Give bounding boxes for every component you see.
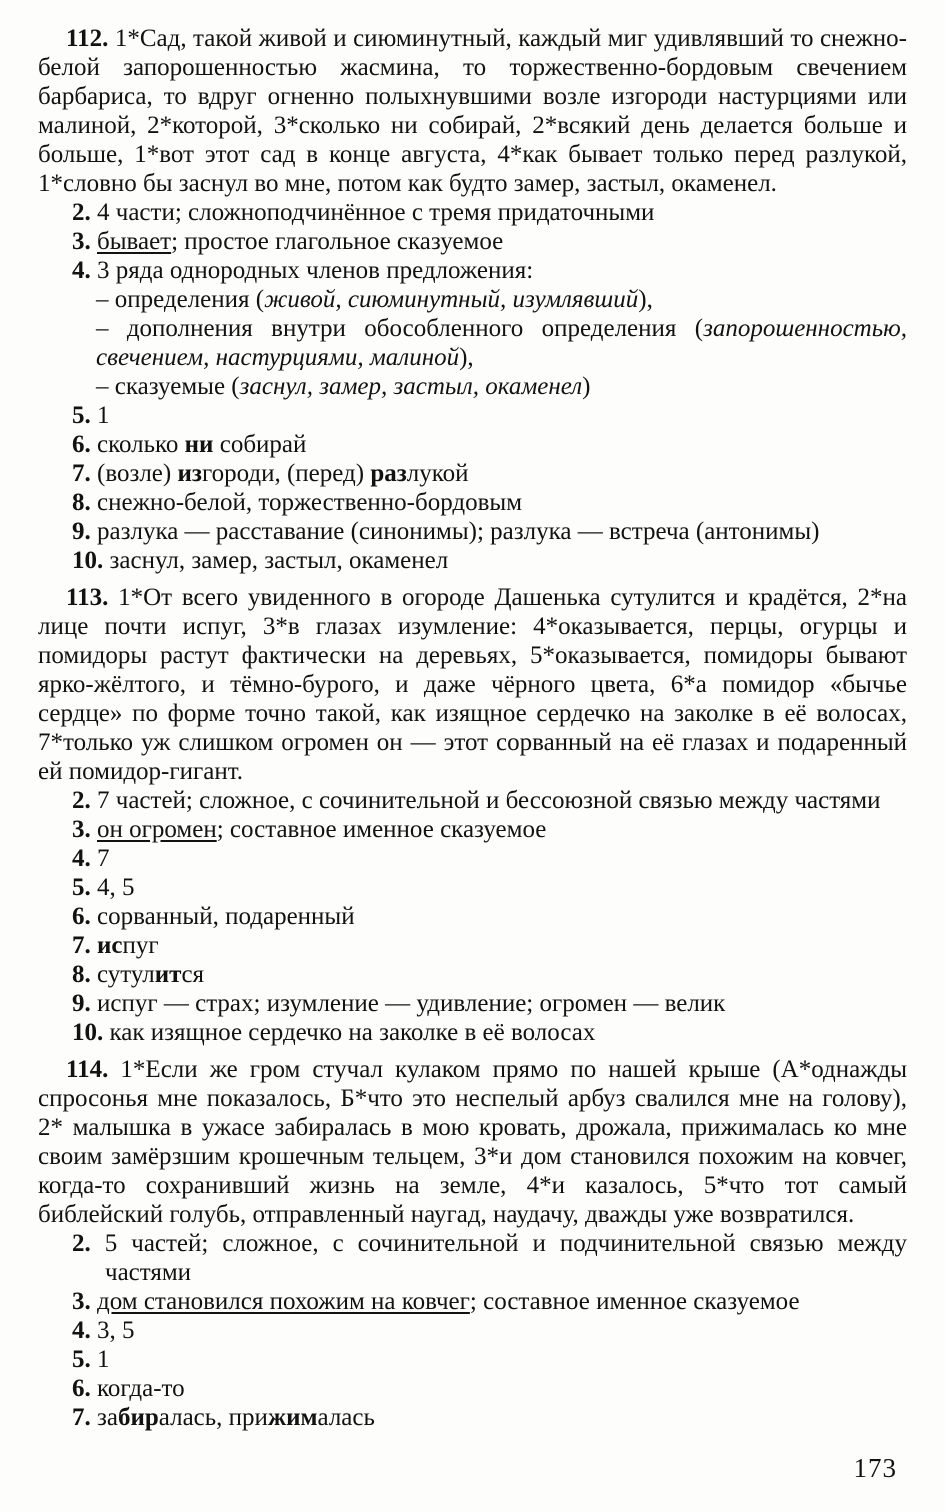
item-number: 9. — [72, 990, 97, 1017]
text-segment: запорошенностью, свечением, настурциями, малиной — [96, 315, 907, 371]
item-number: 4. — [72, 257, 97, 284]
text-segment: бывает — [97, 228, 172, 255]
item-number: 7. — [72, 1404, 97, 1431]
answer-item — [38, 459, 907, 488]
text-segment: ), — [459, 344, 474, 371]
text-segment: ; составное именное сказуемое — [469, 1288, 800, 1315]
text-segment: ит — [154, 961, 182, 988]
text-segment: ; составное именное сказуемое — [216, 816, 547, 843]
answer-item — [38, 1287, 907, 1316]
text-segment: сколько — [97, 431, 185, 458]
text-segment: 3 ряда однородных членов предложения: — [97, 257, 534, 284]
text-segment: пуг — [122, 932, 159, 959]
answer-item — [38, 256, 907, 285]
text-segment: испуг — страх; изумление — удивление; огромен — велик — [97, 990, 726, 1017]
text-segment: лукой — [406, 460, 469, 487]
text-segment: когда-то — [97, 1375, 185, 1402]
answer-subitem — [38, 285, 907, 314]
text-segment: 7 частей; сложное, с сочинительной и бессоюзной связью между частями — [97, 787, 881, 814]
item-number: 3. — [72, 228, 97, 255]
item-number: 8. — [72, 961, 97, 988]
text-segment: – дополнения внутри обособленного определения ( — [96, 315, 704, 342]
text-segment: городи, (перед) — [201, 460, 371, 487]
answer-item — [38, 546, 907, 575]
item-number: 2. — [72, 1230, 105, 1257]
answer-item — [38, 430, 907, 459]
answer-item — [38, 1229, 907, 1287]
item-number: 9. — [72, 518, 97, 545]
text-segment: снежно-белой, торжественно-бордовым — [97, 489, 523, 516]
answer-item — [38, 517, 907, 546]
text-segment: 7 — [97, 845, 110, 872]
text-segment: ), — [638, 286, 653, 313]
text-segment: раз — [370, 460, 407, 487]
item-number: 6. — [72, 903, 97, 930]
text-segment: за — [97, 1404, 118, 1431]
text-segment: – определения ( — [96, 286, 265, 313]
text-segment: алась — [317, 1404, 375, 1431]
item-number: 3. — [72, 1288, 97, 1315]
item-number: 4. — [72, 845, 97, 872]
item-number: 7. — [72, 932, 97, 959]
text-segment: бир — [117, 1404, 159, 1431]
exercise-paragraph — [38, 1055, 907, 1229]
text-segment: ни — [184, 431, 214, 458]
text-segment: живой, сиюминутный, изумлявший — [264, 286, 639, 313]
page-content — [38, 24, 907, 1432]
text-segment: сорванный, подаренный — [97, 903, 355, 930]
answer-item — [38, 960, 907, 989]
text-segment: заснул, замер, застыл, окаменел — [239, 373, 583, 400]
answer-item — [38, 198, 907, 227]
answer-item — [38, 488, 907, 517]
text-segment: из — [177, 460, 202, 487]
answer-item — [38, 227, 907, 256]
answer-item — [38, 931, 907, 960]
text-segment: 1*Сад, такой живой и сиюминутный, каждый миг удивлявший то снежно-белой запорошенностью жасмина, то торжественно-бордовым свечением барбариса, то вдруг огненно полыхнувшими возле изгороди настурциями или малиной, 2*которой, 3*сколько ни собирай, 2*всякий день делается больше и больше, 1*вот этот сад в конце августа, 4*как бывает только перед разлукой, 1*словно бы заснул во мне, потом как будто замер, застыл, окаменел. — [38, 25, 907, 197]
item-number: 7. — [72, 460, 97, 487]
answer-item — [38, 1316, 907, 1345]
text-segment: ис — [97, 932, 123, 959]
item-number: 112. — [66, 25, 115, 52]
page-number: 173 — [853, 1453, 897, 1483]
item-number: 6. — [72, 431, 97, 458]
text-segment: 1 — [97, 1346, 110, 1373]
text-segment: он огромен — [97, 816, 217, 843]
text-segment: сутул — [97, 961, 155, 988]
text-segment: как изящное сердечко на заколке в её волосах — [109, 1019, 596, 1046]
text-segment: заснул, замер, застыл, окаменел — [109, 547, 449, 574]
answer-item — [38, 401, 907, 430]
text-segment: 1 — [97, 402, 110, 429]
text-segment: 3, 5 — [97, 1317, 135, 1344]
item-number: 5. — [72, 874, 97, 901]
exercise-paragraph — [38, 583, 907, 786]
item-number: 10. — [72, 547, 110, 574]
item-number: 4. — [72, 1317, 97, 1344]
item-number: 3. — [72, 816, 97, 843]
exercise-paragraph — [38, 24, 907, 198]
item-number: 6. — [72, 1375, 97, 1402]
text-segment: жим — [267, 1404, 318, 1431]
item-number: 114. — [66, 1056, 121, 1083]
text-segment: 4 части; сложноподчинённое с тремя придаточными — [97, 199, 655, 226]
item-number: 8. — [72, 489, 97, 516]
answer-item — [38, 873, 907, 902]
text-segment: ) — [582, 373, 591, 400]
item-number: 2. — [72, 199, 97, 226]
answer-item — [38, 1403, 907, 1432]
text-segment: ; простое глагольное сказуемое — [171, 228, 504, 255]
answer-item — [38, 1018, 907, 1047]
item-number: 10. — [72, 1019, 110, 1046]
item-number: 5. — [72, 1346, 97, 1373]
answer-item — [38, 844, 907, 873]
text-segment: – сказуемые ( — [96, 373, 240, 400]
item-number: 113. — [66, 584, 119, 611]
text-segment: 1*От всего увиденного в огороде Дашенька сутулится и крадётся, 2*на лице почти испуг, 3*в глазах изумление: 4*оказывается, перцы, огурцы и помидоры растут фактически на деревьях, 5*оказывается, помидоры бывают ярко-жёлтого, и тёмно-бурого, и даже чёрного цвета, 6*а помидор «бычье сердце» по форме точно такой, как изящное сердечко на заколке в её волосах, 7*только уж слишком огромен он — этот сорванный на её глазах и подаренный ей помидор-гигант. — [38, 584, 907, 785]
answer-subitem — [38, 372, 907, 401]
text-segment: 1*Если же гром стучал кулаком прямо по нашей крыше (А*однажды спросонья мне показалось, Б*что это неспелый арбуз свалился мне на голову), 2* малышка в ужасе забиралась в мою кровать, дрожала, прижималась ко мне своим замёрзшим крошечным тельцем, 3*и дом становился похожим на ковчег, когда-то сохранивший жизнь на земле, 4*и казалось, 5*что тот самый библейский голубь, отправленный наугад, наудачу, дважды уже возвратился. — [38, 1056, 907, 1228]
answer-item — [38, 1345, 907, 1374]
text-segment: дом становился похожим на ковчег — [97, 1288, 470, 1315]
text-segment: алась, при — [158, 1404, 268, 1431]
text-segment: собирай — [213, 431, 307, 458]
item-number: 5. — [72, 402, 97, 429]
text-segment: ся — [181, 961, 205, 988]
answer-item — [38, 989, 907, 1018]
answer-item — [38, 786, 907, 815]
answer-item — [38, 1374, 907, 1403]
text-segment: 5 частей; сложное, с сочинительной и подчинительной связью между частями — [104, 1230, 907, 1286]
answer-subitem — [38, 314, 907, 372]
text-segment: (возле) — [97, 460, 178, 487]
item-number: 2. — [72, 787, 97, 814]
answer-item — [38, 902, 907, 931]
answer-item — [38, 815, 907, 844]
text-segment: разлука — расставание (синонимы); разлука — встреча (антонимы) — [97, 518, 820, 545]
text-segment: 4, 5 — [97, 874, 135, 901]
